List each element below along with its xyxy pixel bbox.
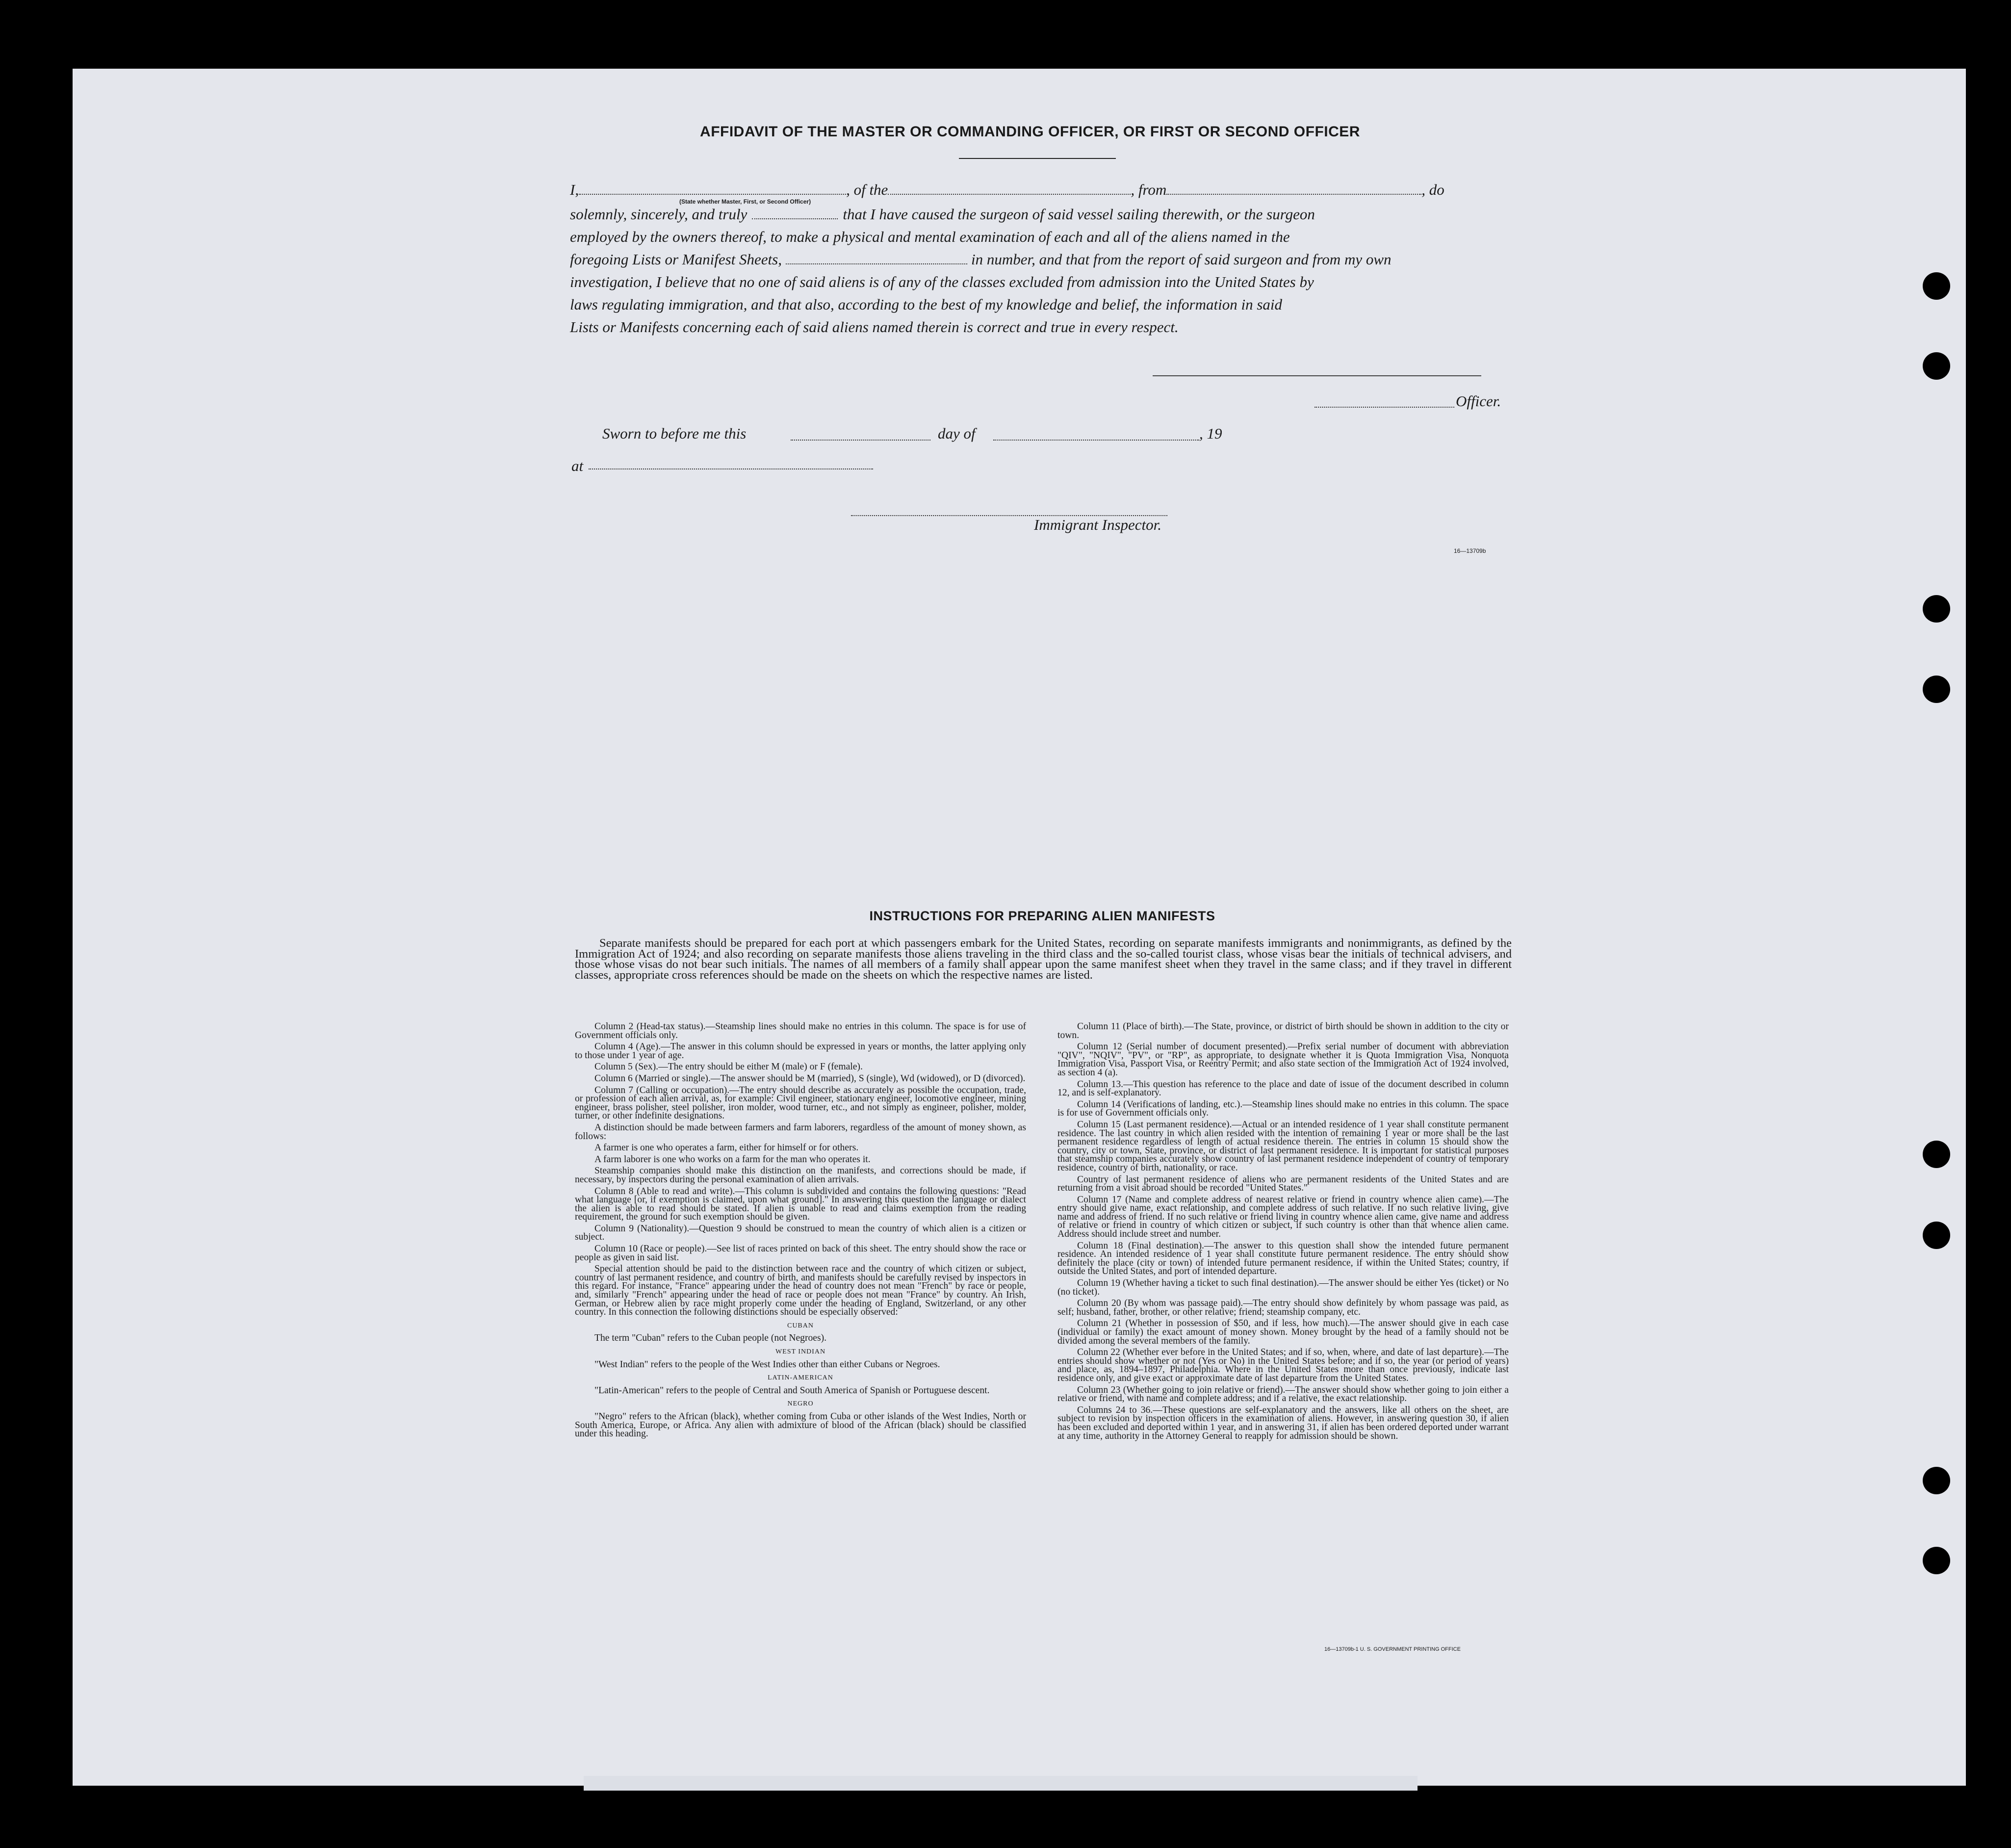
instruction-text: —The answer should be either Yes (ticket) or No (no ticket).	[1057, 1278, 1509, 1297]
instruction-paragraph	[575, 1386, 1026, 1395]
instruction-text: —Question 9 should be construed to mean the country of which alien is a citizen or subject.	[575, 1223, 1026, 1243]
instruction-heading: Column 20 (By whom was passage paid).	[1077, 1298, 1243, 1309]
instruction-text: Country of last permanent residence of aliens who are permanent residents of the United States and are returning from a visit abroad should be recorded "United States."	[1057, 1174, 1509, 1194]
instruction-paragraph	[575, 1063, 1026, 1071]
officer-rank-note: (State whether Master, First, or Second Officer)	[679, 198, 811, 205]
affidavit-text: , of the	[846, 181, 888, 198]
instruction-paragraph	[1057, 1022, 1509, 1040]
instruction-text: —The answer should show whether going to join either a relative or friend, with name and complete address; and if a relative, the exact relationship.	[1057, 1384, 1509, 1404]
instruction-heading: Column 5 (Sex).	[594, 1062, 659, 1072]
instruction-text: —The State, province, or district of birth should be shown in addition to the city or town.	[1057, 1021, 1509, 1041]
instruction-text: —Prefix serial number of document with abbreviation "QIV", "NQIV", "PV", or "RP", as appropriate, to designate whether it is Quota Immigration Visa, Nonquota Immigration Visa, Passport Visa, or Reentry Permit; and also state section of the Immigration Act of 1924 involved, as section 4 (a).	[1057, 1041, 1509, 1078]
instruction-paragraph	[575, 1167, 1026, 1184]
instruction-text: —Actual or an intended residence of 1 year shall constitute permanent residence. The last country in which alien resided with the intention of remaining 1 year or more shall be the last permanent residence regardless of length of actual residence therein. The entries in column 15 should show the country, city or town, State, province, or district of last permanent residence. It is important for statistical purposes that steamship companies accurately show country of last permanent residence independent of country of temporary residence, country of birth, nationality, or race.	[1057, 1119, 1509, 1173]
instruction-heading: Column 15 (Last permanent residence).	[1077, 1119, 1232, 1130]
instruction-heading: Column 21 (Whether in possession of $50, and if less, how much).	[1077, 1318, 1350, 1329]
instruction-paragraph	[575, 1265, 1026, 1317]
instructions-right-column	[1057, 1022, 1509, 1443]
affidavit-text: in number, and that from the report of said surgeon and from my own	[971, 251, 1392, 268]
sworn-text: Sworn to before me this	[602, 425, 747, 442]
affidavit-line-4	[570, 248, 1513, 271]
instruction-heading: Column 11 (Place of birth).	[1077, 1021, 1185, 1032]
instructions-left-column	[575, 1022, 1026, 1441]
instruction-paragraph	[575, 1360, 1026, 1369]
instruction-text: —This question has reference to the place and date of issue of the document described in column 12, and is self-explanatory.	[1057, 1079, 1509, 1098]
instruction-text: "Latin-American" refers to the people of Central and South America of Spanish or Portuguese descent.	[594, 1385, 990, 1396]
instruction-text: —The answer to this question shall show the intended future permanent residence. An intended residence of 1 year shall constitute future permanent residence. The entry should show definitely the place (city or town) of intended future permanent residence, if within the United States; country, if outside the United States, and port of intended departure.	[1057, 1240, 1509, 1277]
instruction-paragraph	[575, 1245, 1026, 1262]
form-number: 16—13709b	[1454, 547, 1486, 554]
instruction-paragraph	[575, 1187, 1026, 1222]
affidavit-title: AFFIDAVIT OF THE MASTER OR COMMANDING OFFICER, OR FIRST OR SECOND OFFICER	[700, 124, 1360, 140]
instruction-text: "West Indian" refers to the people of the West Indies other than either Cubans or Negroes.	[594, 1359, 940, 1370]
punch-hole	[1923, 1547, 1950, 1574]
sworn-day-line	[791, 440, 930, 441]
instruction-heading: Column 13.	[1077, 1079, 1124, 1090]
instruction-text: —See list of races printed on back of this sheet. The entry should show the race or people as given in said list.	[575, 1244, 1026, 1263]
instruction-paragraph	[575, 1123, 1026, 1141]
instruction-heading: Column 23 (Whether going to join relative or friend).	[1077, 1384, 1286, 1395]
punch-hole	[1923, 352, 1950, 380]
instruction-heading: Column 19 (Whether having a ticket to such final destination).	[1077, 1278, 1319, 1289]
affidavit-line-7: Lists or Manifests concerning each of said aliens named therein is correct and true in every respect.	[570, 318, 1179, 336]
instruction-text: —The answer in this column should be expressed in years or months, the latter applying only to those under 1 year of age.	[575, 1041, 1026, 1061]
instruction-paragraph	[1057, 1042, 1509, 1077]
instruction-text: —Steamship lines should make no entries in this column. The space is for use of Government officials only.	[1057, 1099, 1509, 1119]
instruction-heading: Column 6 (Married or single).	[594, 1073, 711, 1084]
instruction-text: Special attention should be paid to the distinction between race and the country of which citizen or subject, country of last permanent residence, and country of birth, and manifests should be carefully revised by inspectors in this regard. For instance, "France" appearing under the head of country does not mean "French" by race or people, and, similarly "French" appearing under the head of race or people does not mean "France" by country. An Irish, German, or Hebrew alien by race might properly come under the heading of England, Switzerland, or any other country. In this connection the following distinctions should be especially observed:	[575, 1264, 1026, 1318]
instruction-paragraph	[575, 1042, 1026, 1060]
instruction-paragraph	[1057, 1386, 1509, 1403]
punch-hole	[1923, 1222, 1950, 1249]
instruction-paragraph	[1057, 1242, 1509, 1276]
instruction-heading: Column 17 (Name and complete address of nearest relative or friend in country whence alien came).	[1077, 1194, 1484, 1205]
instruction-paragraph	[575, 1155, 1026, 1164]
instruction-heading: Columns 24 to 36.	[1077, 1405, 1153, 1415]
instruction-text: —The entry should describe as accurately as possible the occupation, trade, or profession of each alien arrival, as, for example: Civil engineer, stationary engineer, locomotive engineer, mining engineer, brass polisher, steel polisher, iron molder, wood turner, etc., and not simply as engineer, polisher, molder, turner, or other indefinite designations.	[575, 1085, 1026, 1121]
underlying-sheet-edge	[584, 1776, 1418, 1791]
instruction-paragraph	[1057, 1080, 1509, 1097]
instruction-heading: Column 22 (Whether ever before in the United States; and if so, when, where, and date of last departure).	[1077, 1347, 1484, 1358]
instruction-heading: Column 7 (Calling or occupation).	[594, 1085, 730, 1095]
instruction-text: A farm laborer is one who works on a farm for the man who operates it.	[594, 1154, 871, 1165]
race-heading: CUBAN	[787, 1322, 814, 1329]
title-divider	[959, 158, 1116, 159]
affidavit-text: solemnly, sincerely, and truly	[570, 206, 748, 223]
affidavit-line-6: laws regulating immigration, and that also, according to the best of my knowledge and belief, the information in said	[570, 296, 1283, 313]
race-heading: NEGRO	[787, 1400, 814, 1408]
affidavit-line-3: employed by the owners thereof, to make a physical and mental examination of each and all of the aliens named in the	[570, 228, 1290, 245]
instruction-paragraph	[1057, 1406, 1509, 1440]
instruction-heading: Column 2 (Head-tax status).	[594, 1021, 706, 1032]
instruction-paragraph	[1057, 1196, 1509, 1239]
instruction-paragraph	[1057, 1279, 1509, 1296]
instruction-text: —The entry should be either M (male) or F (female).	[658, 1062, 863, 1072]
at-text: at	[571, 457, 584, 474]
punch-hole	[1923, 1467, 1950, 1494]
instruction-text: —These questions are self-explanatory and the answers, like all others on the sheet, are subject to revision by inspection officers in the examination of aliens. However, in answering question 30, if alien has been excluded and deported within 1 year, and in answering 31, if alien has been ordered deported under warrant at any time, authority in the Attorney General to reapply for admission should be shown.	[1057, 1405, 1509, 1441]
instruction-paragraph	[1057, 1120, 1509, 1172]
affidavit-text: , from	[1131, 181, 1167, 198]
instruction-heading: Column 9 (Nationality).	[594, 1223, 690, 1234]
affidavit-line-5: investigation, I believe that no one of said aliens is of any of the classes excluded from admission into the United States by	[570, 273, 1314, 290]
instruction-paragraph	[1057, 1100, 1509, 1118]
instruction-heading: Column 14 (Verifications of landing, etc.).	[1077, 1099, 1243, 1110]
officer-line	[1315, 407, 1454, 408]
inspector-label: Immigrant Inspector.	[1034, 516, 1162, 533]
instruction-text: —The answer should be M (married), S (single), Wd (widowed), or D (divorced).	[710, 1073, 1026, 1084]
punch-hole	[1923, 595, 1950, 623]
officer-label: Officer.	[1456, 392, 1501, 410]
instruction-text: Steamship companies should make this distinction on the manifests, and corrections should be made, if necessary, by inspectors during the personal examination of alien arrivals.	[575, 1166, 1026, 1185]
instruction-text: "Negro" refers to the African (black), whether coming from Cuba or other islands of the West Indies, North or South America, Europe, or Africa. Any alien with admixture of blood of the African (black) should be classified under this heading.	[575, 1411, 1026, 1439]
instruction-paragraph	[575, 1412, 1026, 1438]
affidavit-text: foregoing Lists or Manifest Sheets,	[570, 251, 782, 268]
instruction-paragraph	[575, 1074, 1026, 1083]
year-text: , 19	[1199, 425, 1222, 442]
instruction-paragraph	[1057, 1299, 1509, 1316]
race-heading: LATIN-AMERICAN	[768, 1374, 833, 1382]
instruction-paragraph	[575, 1334, 1026, 1343]
day-of-text: day of	[938, 425, 976, 442]
instruction-text: —The entry should show definitely by whom passage was paid, as self; husband, father, brother, or other relative; friend; steamship company, etc.	[1057, 1298, 1509, 1317]
instruction-heading: Column 12 (Serial number of document presented).	[1077, 1041, 1288, 1052]
instruction-text: —The entry should give name, exact relationship, and complete address of such relative. If no such relative living, give name and address of friend. If no such relative or friend living in country whence alien came, give name and address of relative or friend in country of which citizen or subject, if such country is other than that whence alien came. Address should include street and number.	[1057, 1194, 1509, 1240]
instruction-text: The term "Cuban" refers to the Cuban people (not Negroes).	[594, 1333, 827, 1344]
instruction-text: —This column is subdivided and contains the following questions: "Read what language [or, if exemption is claimed, upon what ground]." In answering this question the language or dialect the alien is able to read should be stated. If alien is unable to read and claims exemption from the reading requirement, the ground for such exemption should be given.	[575, 1186, 1026, 1223]
instruction-paragraph	[575, 1086, 1026, 1120]
affidavit-line-2	[570, 203, 1513, 226]
instruction-heading: Column 4 (Age).	[594, 1041, 661, 1052]
affidavit-text: that I have caused the surgeon of said vessel sailing therewith, or the surgeon	[843, 206, 1315, 223]
printing-office-footer: 16—13709b-1 U. S. GOVERNMENT PRINTING OFFICE	[1324, 1646, 1461, 1652]
instruction-paragraph	[575, 1144, 1026, 1152]
instruction-heading: Column 18 (Final destination).	[1077, 1240, 1204, 1251]
affidavit-text: I,	[570, 181, 579, 198]
instruction-paragraph	[1057, 1348, 1509, 1382]
race-heading: WEST INDIAN	[775, 1348, 826, 1355]
signature-line	[1153, 375, 1481, 376]
instructions-intro: Separate manifests should be prepared for each port at which passengers embark for the United States, recording on separate manifests immigrants and nonimmigrants, as defined by the Immigration Act of 1924; and also recording on separate manifests those aliens traveling in the third class and the so-called tourist class, whose visas bear the initials of technical advisers, and those whose visas do not bear such initials. The names of all members of a family shall appear upon the same manifest sheet when they travel in the same class; and if they travel in different classes, appropriate cross references should be made on the sheets on which the respective names are listed.	[575, 937, 1512, 982]
instruction-paragraph	[1057, 1175, 1509, 1193]
instruction-heading: Column 10 (Race or people).	[594, 1244, 707, 1254]
instruction-text: A distinction should be made between farmers and farm laborers, regardless of the amount of money shown, as follows:	[575, 1122, 1026, 1142]
instruction-text: —The answer should give in each case (individual or family) the exact amount of money shown. Money brought by the head of a family should not be divided among the several members of the family.	[1057, 1318, 1509, 1346]
punch-hole	[1923, 272, 1950, 300]
instructions-title: INSTRUCTIONS FOR PREPARING ALIEN MANIFESTS	[869, 909, 1215, 923]
instruction-text: —Steamship lines should make no entries in this column. The space is for use of Government officials only.	[575, 1021, 1026, 1041]
instruction-paragraph	[575, 1224, 1026, 1242]
punch-hole	[1923, 1141, 1950, 1168]
punch-hole	[1923, 676, 1950, 703]
instruction-text: —The entries should show whether or not (Yes or No) in the United States before; and if so, the year (or period of years) and place, as, 1894–1897, Philadelphia. Where in the United States more than once previously, indicate last residence only, and give exact or approximate date of last departure from the United States.	[1057, 1347, 1509, 1383]
instruction-paragraph	[1057, 1319, 1509, 1345]
affidavit-text: , do	[1421, 181, 1444, 198]
sworn-month-line	[993, 440, 1199, 441]
instruction-heading: Column 8 (Able to read and write).	[594, 1186, 735, 1197]
instruction-paragraph	[575, 1022, 1026, 1040]
instruction-text: A farmer is one who operates a farm, either for himself or for others.	[594, 1143, 859, 1153]
